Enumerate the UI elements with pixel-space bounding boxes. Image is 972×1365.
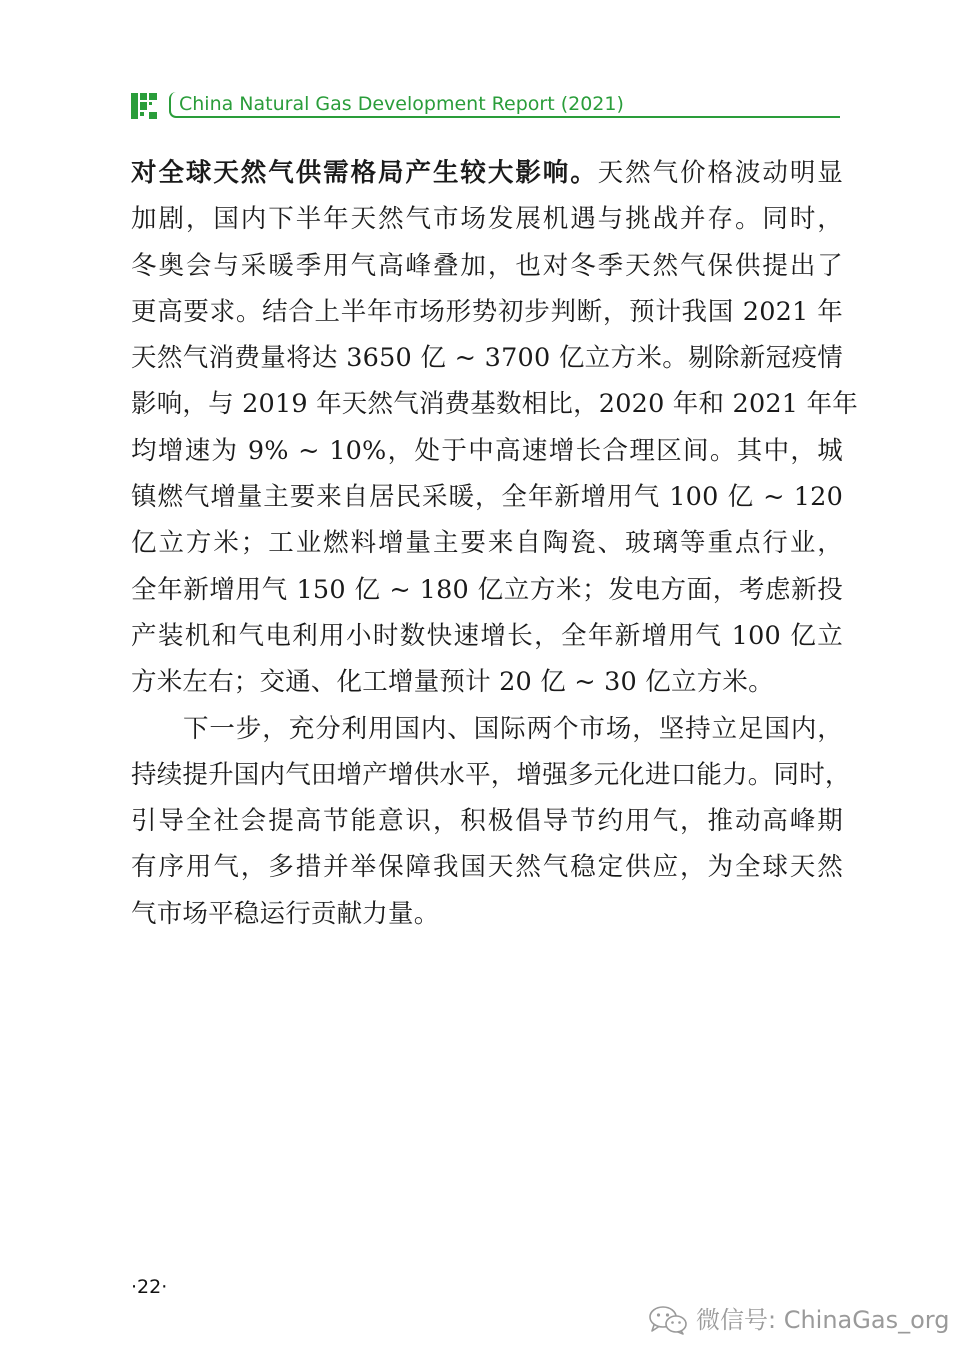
paragraph-1-line-3: 冬奥会与采暖季用气高峰叠加，也对冬季天然气保供提出了	[131, 250, 843, 281]
paragraph-2-line-3: 引导全社会提高节能意识，积极倡导节约用气，推动高峰期	[131, 806, 843, 837]
paragraph-1-line-10: 全年新增用气 150 亿 ~ 180 亿立方米；发电方面，考虑新投	[131, 574, 843, 605]
paragraph-1-line-2: 加剧，国内下半年天然气市场发展机遇与挑战并存。同时，	[131, 204, 843, 235]
page-header	[131, 90, 840, 122]
watermark-text: 微信号: ChinaGas_org	[696, 1306, 950, 1334]
page-number: ·22·	[131, 1276, 168, 1298]
paragraph-1-line-7: 均增速为 9% ~ 10%，处于中高速增长合理区间。其中，城	[131, 435, 843, 466]
report-title: China Natural Gas Development Report (2021)	[179, 93, 624, 115]
paragraph-2-line-4: 有序用气，多措并举保障我国天然气稳定供应，为全球天然	[131, 852, 843, 883]
wechat-watermark	[648, 1302, 949, 1338]
paragraph-1-line-1	[131, 150, 843, 196]
paragraph-1-line-12: 方米左右；交通、化工增量预计 20 亿 ~ 30 亿立方米。	[131, 667, 774, 698]
paragraph-1-line-9: 亿立方米；工业燃料增量主要来自陶瓷、玻璃等重点行业，	[131, 528, 843, 559]
report-title-frame	[169, 92, 840, 118]
paragraph-2-line-5: 气市场平稳运行贡献力量。	[131, 898, 440, 929]
paragraph-1-line-5: 天然气消费量将达 3650 亿 ~ 3700 亿立方米。剔除新冠疫情	[131, 343, 843, 374]
paragraph-1-line-8: 镇燃气增量主要来自居民采暖，全年新增用气 100 亿 ~ 120	[131, 482, 843, 513]
paragraph-2-line-1: 下一步，充分利用国内、国际两个市场，坚持立足国内，	[183, 713, 843, 744]
paragraph-1-line-1-rest: 天然气价格波动明显	[597, 158, 843, 188]
paragraph-1-line-6: 影响，与 2019 年天然气消费基数相比，2020 年和 2021 年年	[131, 389, 858, 420]
paragraph-2-line-2: 持续提升国内气田增产增供水平，增强多元化进口能力。同时，	[131, 759, 851, 790]
body-text	[131, 150, 858, 937]
paragraph-1-line-11: 产装机和气电利用小时数快速增长，全年新增用气 100 亿立	[131, 620, 843, 651]
bold-lead-sentence: 对全球天然气供需格局产生较大影响。	[131, 158, 598, 188]
paragraph-1-line-4: 更高要求。结合上半年市场形势初步判断，预计我国 2021 年	[131, 296, 843, 327]
wechat-icon	[648, 1305, 688, 1335]
report-logo-icon	[131, 93, 157, 119]
